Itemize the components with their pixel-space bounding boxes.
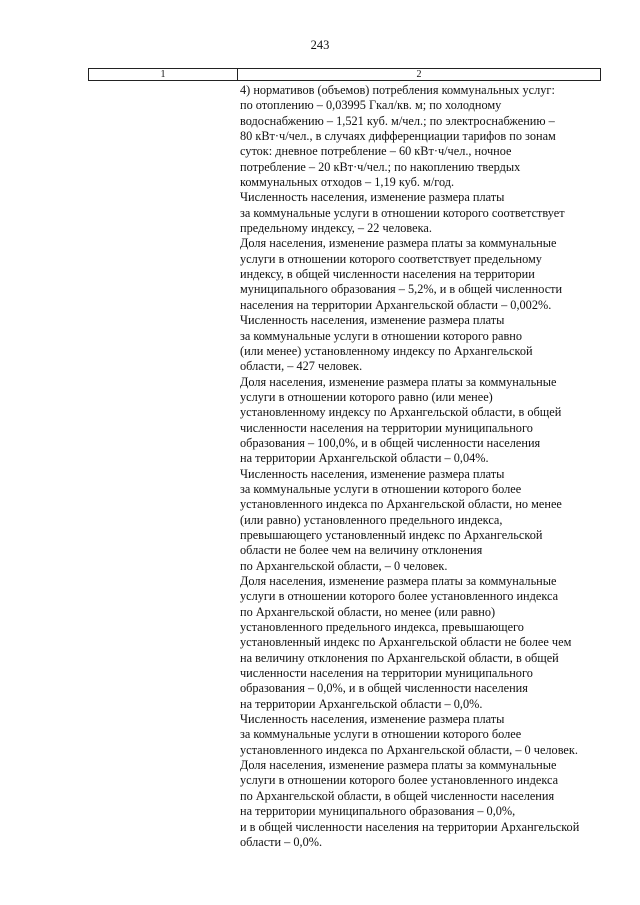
column-header-1: 1 [89,69,238,81]
text-line: услуги в отношении которого более установленного индекса [240,589,559,604]
text-line: за коммунальные услуги в отношении которого равно [240,328,523,343]
text-line: на территории Архангельской области – 0,04%. [240,451,489,466]
text-line: 80 кВт·ч/чел., в случаях дифференциации тарифов по зонам [240,129,556,144]
document-body [240,83,610,850]
text-line: услуги в отношении которого равно (или менее) [240,389,493,404]
text-line: водоснабжению – 1,521 куб. м/чел.; по электроснабжению – [240,113,555,128]
text-line: услуги в отношении которого соответствует предельному [240,251,542,266]
text-line: численности населения на территории муниципального [240,420,533,435]
text-line: образования – 0,0%, и в общей численности населения [240,681,528,696]
page-number: 243 [310,38,330,52]
text-line: установленному индексу по Архангельской области, в общей [240,405,562,420]
column-header-table [88,68,601,81]
column-header-row [89,69,601,81]
text-line: за коммунальные услуги в отношении которого более [240,481,522,496]
text-line: области – 0,0%. [240,834,323,849]
text-line: превышающего установленный индекс по Архангельской [240,527,543,542]
text-line: установленный индекс по Архангельской области не более чем [240,635,572,650]
text-line: коммунальных отходов – 1,19 куб. м/год. [240,175,455,190]
text-line: Численность населения, изменение размера платы [240,313,505,328]
text-line: по отоплению – 0,03995 Гкал/кв. м; по холодному [240,98,502,113]
text-line: населения на территории Архангельской области – 0,002%. [240,297,552,312]
text-line: Численность населения, изменение размера платы [240,466,505,481]
text-line: суток: дневное потребление – 60 кВт·ч/чел., ночное [240,144,512,159]
text-line: установленного предельного индекса, превышающего [240,620,524,635]
text-line: Численность населения, изменение размера платы [240,190,505,205]
text-line: области не более чем на величину отклонения [240,543,483,558]
text-line: установленного индекса по Архангельской области, – 0 человек. [240,742,578,757]
text-line: услуги в отношении которого более установленного индекса [240,773,559,788]
text-line: на территории Архангельской области – 0,0%. [240,696,483,711]
text-line: за коммунальные услуги в отношении которого более [240,727,522,742]
text-line: потребление – 20 кВт·ч/чел.; по накоплению твердых [240,159,521,174]
text-line: индексу, в общей численности населения на территории [240,267,535,282]
text-line: по Архангельской области, в общей численности населения [240,788,555,803]
text-line: установленного индекса по Архангельской области, но менее [240,497,562,512]
text-line: на величину отклонения по Архангельской области, в общей [240,650,559,665]
text-line: 4) нормативов (объемов) потребления коммунальных услуг: [240,83,555,97]
column-header-2: 2 [238,69,601,81]
text-line: (или равно) установленного предельного индекса, [240,512,503,527]
text-line: Доля населения, изменение размера платы за коммунальные [240,374,557,389]
text-line: и в общей численности населения на территории Архангельской [240,819,580,834]
text-line: на территории муниципального образования – 0,0%, [240,804,516,819]
text-line: предельному индексу, – 22 человека. [240,221,432,236]
text-line: Доля населения, изменение размера платы за коммунальные [240,758,557,773]
text-line: численности населения на территории муниципального [240,666,533,681]
text-line: образования – 100,0%, и в общей численности населения [240,435,541,450]
text-line: за коммунальные услуги в отношении которого соответствует [240,205,565,220]
text-line: по Архангельской области, но менее (или равно) [240,604,496,619]
text-line: по Архангельской области, – 0 человек. [240,558,448,573]
text-line: Численность населения, изменение размера платы [240,712,505,727]
text-line: (или менее) установленному индексу по Архангельской [240,343,533,358]
text-line: муниципального образования – 5,2%, и в общей численности [240,282,563,297]
text-line: области, – 427 человек. [240,359,363,374]
text-line: Доля населения, изменение размера платы за коммунальные [240,236,557,251]
text-line: Доля населения, изменение размера платы за коммунальные [240,574,557,588]
